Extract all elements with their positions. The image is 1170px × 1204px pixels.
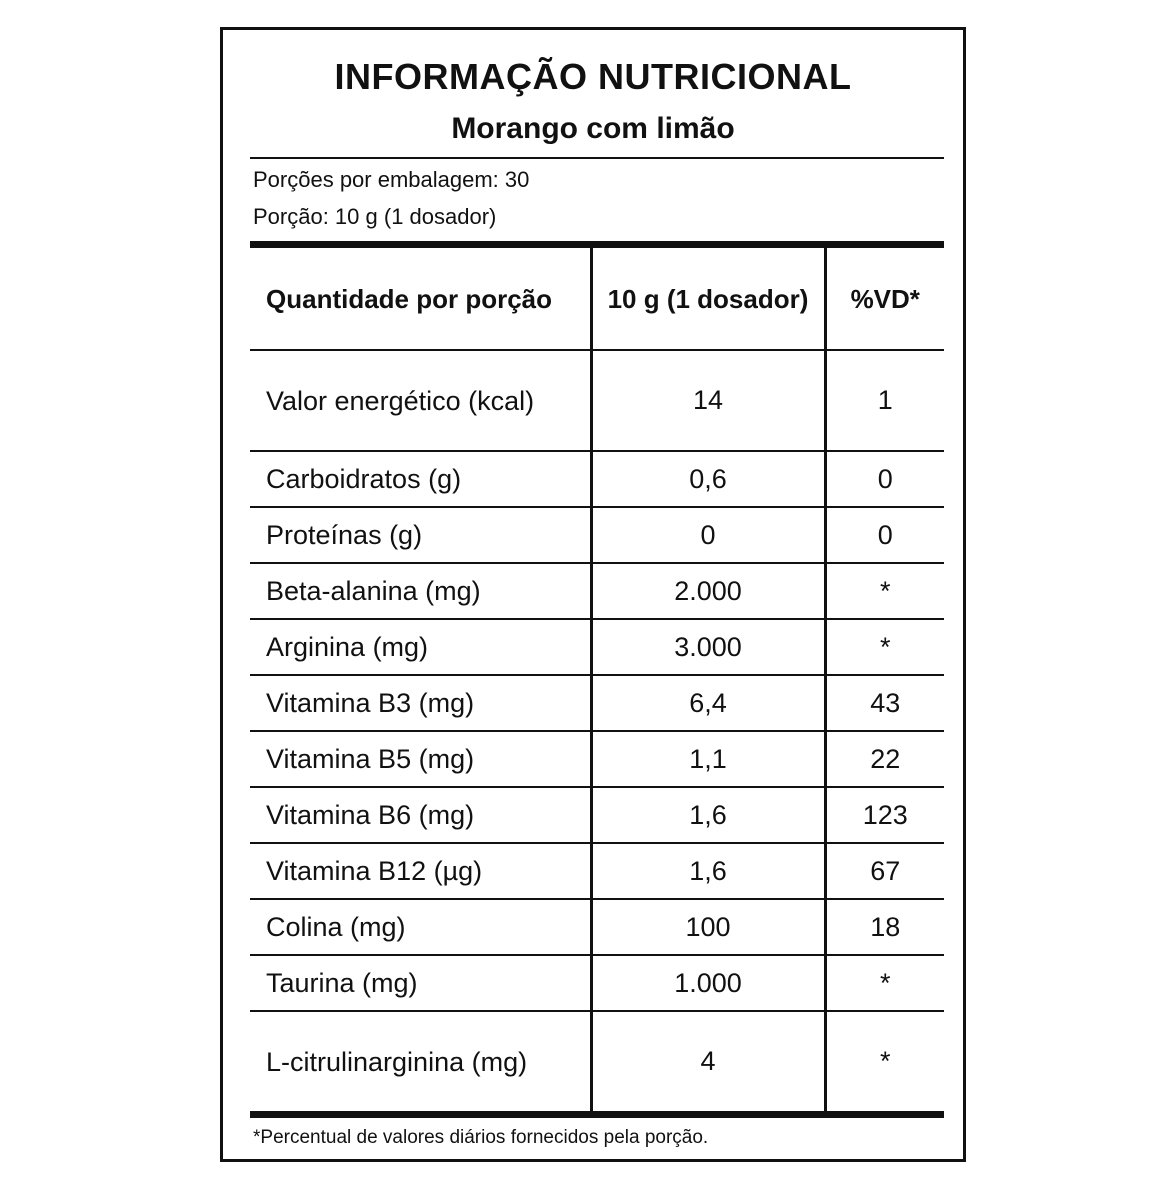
servings-per-package: Porções por embalagem: 30 <box>253 167 530 192</box>
table-row <box>250 350 944 451</box>
serving-size: Porção: 10 g (1 dosador) <box>253 204 497 229</box>
nutrient-name: Vitamina B12 (µg) <box>250 843 591 899</box>
panel-title: INFORMAÇÃO NUTRICIONAL <box>334 56 852 97</box>
nutrient-name: Colina (mg) <box>250 899 591 955</box>
table-row <box>250 619 944 675</box>
nutrient-name: Arginina (mg) <box>250 619 591 675</box>
nutrient-name: Beta-alanina (mg) <box>250 563 591 619</box>
nutrient-name: Valor energético (kcal) <box>250 350 591 451</box>
nutrient-daily-value: 67 <box>825 843 944 899</box>
table-row <box>250 507 944 563</box>
table-row <box>250 787 944 843</box>
nutrient-amount: 4 <box>591 1011 825 1111</box>
nutrient-amount: 1,6 <box>591 787 825 843</box>
nutrient-daily-value: * <box>825 619 944 675</box>
nutrient-daily-value: 43 <box>825 675 944 731</box>
nutrient-amount: 0 <box>591 507 825 563</box>
divider-thick <box>250 1111 944 1118</box>
table-row <box>250 955 944 1011</box>
nutrient-amount: 6,4 <box>591 675 825 731</box>
nutrient-name: Taurina (mg) <box>250 955 591 1011</box>
nutrient-amount: 0,6 <box>591 451 825 507</box>
nutrient-daily-value: 18 <box>825 899 944 955</box>
table-row <box>250 563 944 619</box>
nutrient-amount: 100 <box>591 899 825 955</box>
nutrient-amount: 1,6 <box>591 843 825 899</box>
nutrient-name: Vitamina B3 (mg) <box>250 675 591 731</box>
nutrition-table <box>250 248 944 1111</box>
nutrient-daily-value: 0 <box>825 507 944 563</box>
nutrient-daily-value: 0 <box>825 451 944 507</box>
nutrient-daily-value: * <box>825 955 944 1011</box>
nutrient-amount: 1,1 <box>591 731 825 787</box>
nutrient-amount: 14 <box>591 350 825 451</box>
table-row <box>250 899 944 955</box>
header-serving-amount: 10 g (1 dosador) <box>591 248 825 350</box>
table-row <box>250 451 944 507</box>
nutrient-name: Carboidratos (g) <box>250 451 591 507</box>
daily-value-footnote: *Percentual de valores diários fornecidos pela porção. <box>253 1127 709 1148</box>
table-row <box>250 843 944 899</box>
header-daily-value: %VD* <box>825 248 944 350</box>
table-row <box>250 731 944 787</box>
table-header-row <box>250 248 944 350</box>
nutrient-name: L-citrulinarginina (mg) <box>266 1046 528 1077</box>
nutrition-facts-panel <box>220 27 966 1162</box>
nutrient-name: Proteínas (g) <box>250 507 591 563</box>
nutrient-amount: 1.000 <box>591 955 825 1011</box>
header-quantity-per-serving: Quantidade por porção <box>250 248 591 350</box>
divider <box>250 157 944 159</box>
nutrient-name: Vitamina B5 (mg) <box>250 731 591 787</box>
table-row <box>250 1011 944 1111</box>
table-row <box>250 675 944 731</box>
nutrient-daily-value: * <box>825 563 944 619</box>
divider-thick <box>250 241 944 248</box>
nutrient-amount: 3.000 <box>591 619 825 675</box>
nutrient-daily-value: 22 <box>825 731 944 787</box>
nutrient-daily-value: * <box>825 1011 944 1111</box>
flavor-subtitle: Morango com limão <box>451 112 735 145</box>
nutrient-amount: 2.000 <box>591 563 825 619</box>
nutrient-daily-value: 1 <box>825 350 944 451</box>
nutrient-daily-value: 123 <box>825 787 944 843</box>
nutrient-name: Vitamina B6 (mg) <box>250 787 591 843</box>
